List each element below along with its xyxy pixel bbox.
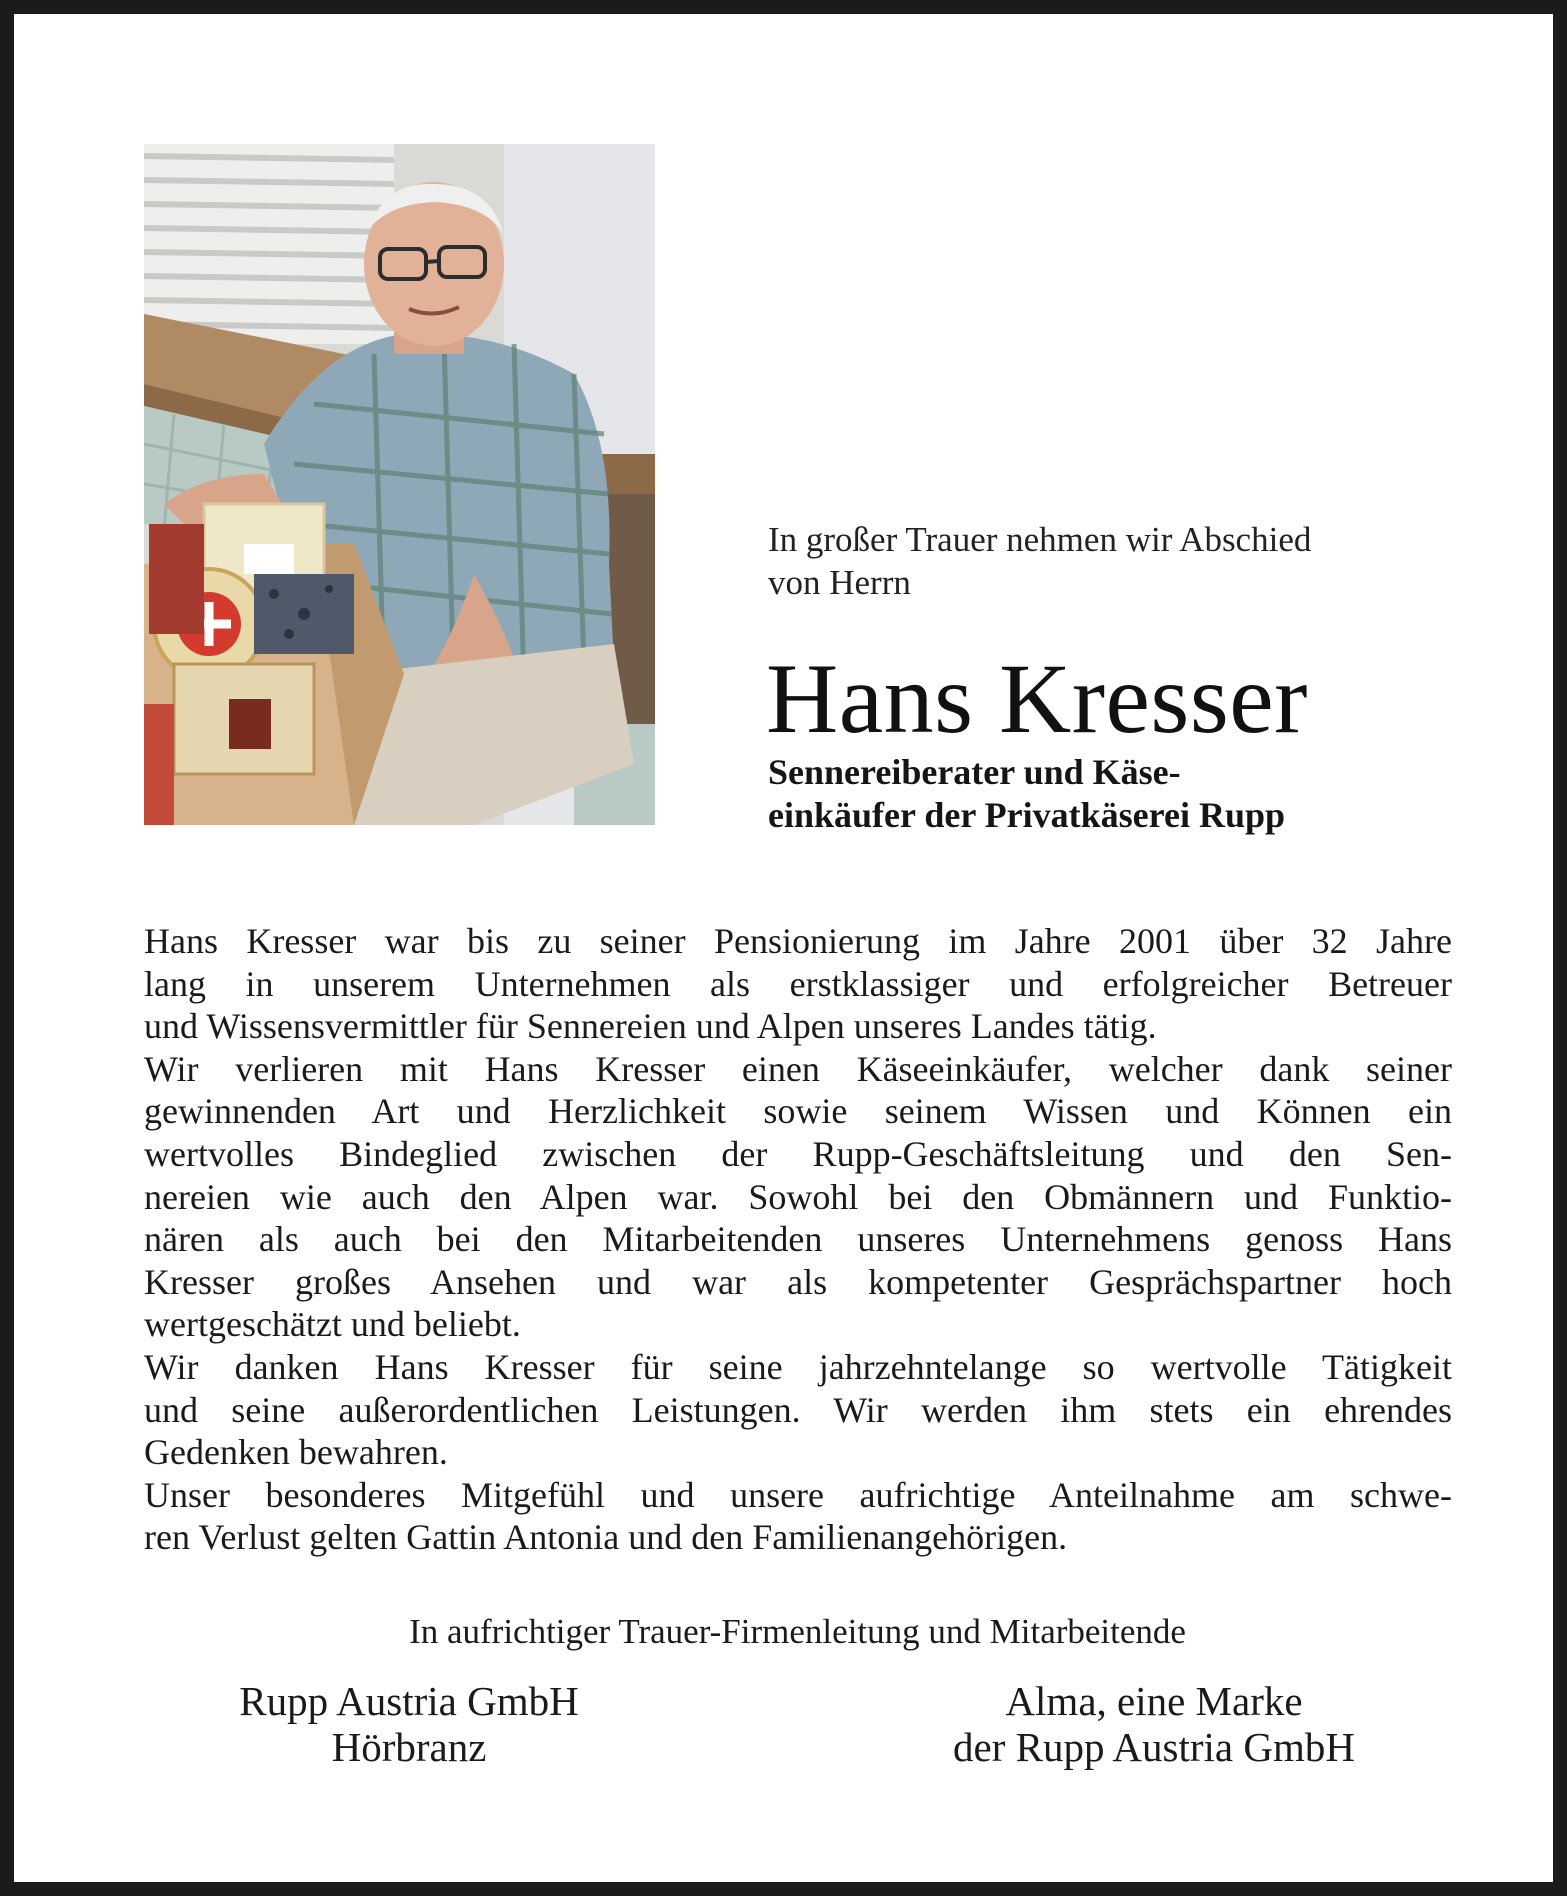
body-line: nereien wie auch den Alpen war. Sowohl bei den Obmännern und Funktio- xyxy=(144,1176,1452,1217)
signature-left: Rupp Austria GmbH Hörbranz xyxy=(239,1678,579,1770)
body-line: Unser besonderes Mitgefühl und unsere aufrichtige Anteilnahme am schwe- xyxy=(144,1474,1452,1515)
body-line: Wir danken Hans Kresser für seine jahrzehntelange so wertvolle Tätigkeit xyxy=(144,1346,1452,1387)
closing-line: In aufrichtiger Trauer-Firmenleitung und Mitarbeitende xyxy=(409,1612,1186,1651)
body-line: Wir verlieren mit Hans Kresser einen Käseeinkäufer, welcher dank seiner xyxy=(144,1048,1452,1089)
body-line: wertvolles Bindeglied zwischen der Rupp-Geschäftsleitung und den Sen- xyxy=(144,1133,1452,1174)
body-line: Gedenken bewahren. xyxy=(144,1432,448,1473)
body-line: und seine außerordentlichen Leistungen. Wir werden ihm stets ein ehrendes xyxy=(144,1389,1452,1430)
obituary-body xyxy=(144,920,1452,1559)
portrait-photo xyxy=(144,144,655,825)
body-line: und Wissensvermittler für Sennereien und Alpen unseres Landes tätig. xyxy=(144,1006,1157,1047)
body-line: wertgeschätzt und beliebt. xyxy=(144,1304,521,1345)
body-line: lang in unserem Unternehmen als erstklassiger und erfolgreicher Betreuer xyxy=(144,963,1452,1004)
body-line: Kresser großes Ansehen und war als kompetenter Gesprächspartner hoch xyxy=(144,1261,1452,1302)
intro-text: In großer Trauer nehmen wir Abschied von Herrn xyxy=(768,520,1312,602)
signature-right: Alma, eine Marke der Rupp Austria GmbH xyxy=(953,1678,1355,1770)
portrait-illustration xyxy=(144,144,655,825)
body-line: nären als auch bei den Mitarbeitenden unseres Unternehmens genoss Hans xyxy=(144,1219,1452,1260)
body-line: gewinnenden Art und Herzlichkeit sowie seinem Wissen und Können ein xyxy=(144,1091,1452,1132)
deceased-role: Sennereiberater und Käse- einkäufer der Privatkäserei Rupp xyxy=(768,752,1286,835)
deceased-name: Hans Kresser xyxy=(766,643,1308,754)
body-line: Hans Kresser war bis zu seiner Pensionierung im Jahre 2001 über 32 Jahre xyxy=(144,921,1452,961)
body-line: ren Verlust gelten Gattin Antonia und den Familienangehörigen. xyxy=(144,1517,1068,1558)
